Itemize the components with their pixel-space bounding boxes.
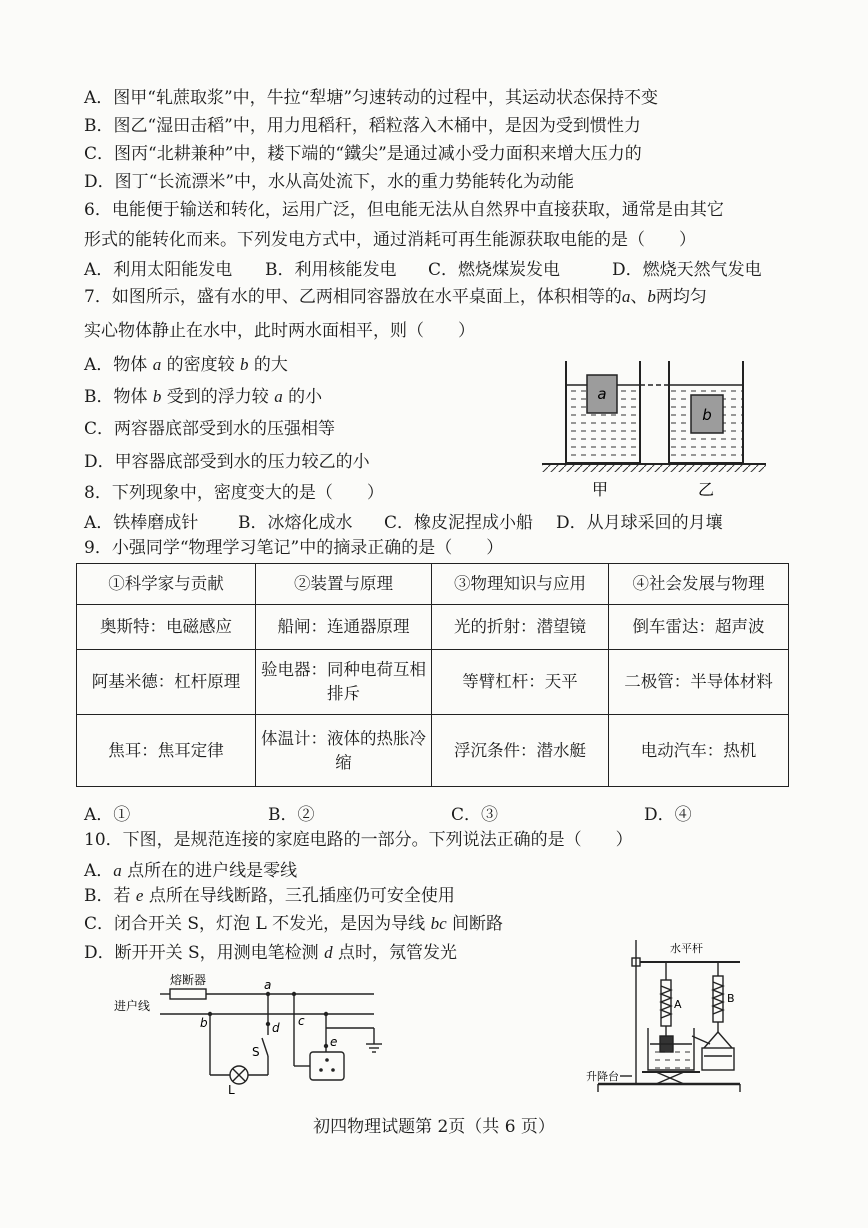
q8-stem: 8．下列现象中，密度变大的是（ ） <box>84 483 384 503</box>
spring-b-label: B <box>727 992 735 1005</box>
separator: 、 <box>630 287 648 307</box>
q9-option-a: A．① <box>84 805 131 825</box>
q5-option-c: C．图丙“北耕兼种”中，耧下端的“鐵尖”是通过减小受力面积来增大压力的 <box>84 144 642 164</box>
header-device: ②装置与原理 <box>256 564 432 605</box>
household-circuit-diagram <box>112 970 412 1095</box>
spring-a-label: A <box>674 998 682 1011</box>
table-cell: 焦耳：焦耳定律 <box>77 715 256 787</box>
q8-option-d: D．从月球采回的月壤 <box>556 513 723 533</box>
q6-option-b: B．利用核能发电 <box>265 260 397 280</box>
inlet-label: 进户线 <box>114 999 151 1013</box>
lift-label: 升降台 <box>586 1070 619 1083</box>
q8-option-c: C．橡皮泥捏成小船 <box>384 513 534 533</box>
bar-label: 水平杆 <box>670 942 703 955</box>
q7-stem-2: 实心物体静止在水中，此时两水面相平，则（ ） <box>84 321 475 341</box>
q9-option-c: C．③ <box>451 805 499 825</box>
header-scientist: ①科学家与贡献 <box>77 564 256 605</box>
overflow-cup <box>702 1048 734 1070</box>
table-cell: 验电器：同种电荷互相排斥 <box>256 650 432 715</box>
q9-notes-table <box>76 563 789 787</box>
q5-option-d: D．图丁“长流漂米”中，水从高处流下，水的重力势能转化为动能 <box>84 172 575 192</box>
q6-option-c: C．燃烧煤炭发电 <box>428 260 561 280</box>
q5-option-a: A．图甲“轧蔗取浆”中，牛拉“犁塘”匀速转动的过程中，其运动状态保持不变 <box>84 88 659 108</box>
table-cell: 奥斯特：电磁感应 <box>77 605 256 650</box>
q10-option-c: C．闭合开关 S，灯泡 L 不发光，是因为导线 bc 间断路 <box>84 914 504 934</box>
table-cell: 浮沉条件：潜水艇 <box>432 715 609 787</box>
table-cell: 电动汽车：热机 <box>609 715 789 787</box>
table-cell: 倒车雷达：超声波 <box>609 605 789 650</box>
label-yi: 乙 <box>697 480 715 499</box>
q9-option-b: B．② <box>268 805 315 825</box>
q10-stem: 10．下图，是规范连接的家庭电路的一部分。下列说法正确的是（ ） <box>84 830 633 850</box>
q6-option-a: A．利用太阳能发电 <box>84 260 233 280</box>
fuse-label: 熔断器 <box>170 973 207 987</box>
q9-stem: 9．小强同学“物理学习笔记”中的摘录正确的是（ ） <box>84 538 504 558</box>
label-jia: 甲 <box>591 480 609 499</box>
table-cell: 阿基米德：杠杆原理 <box>77 650 256 715</box>
block-a-label: a <box>597 385 607 403</box>
table-row <box>77 605 789 650</box>
point-a-label: a <box>264 978 272 992</box>
q6-stem-2: 形式的能转化而来。下列发电方式中，通过消耗可再生能源获取电能的是（ ） <box>84 230 696 250</box>
lamp-label: L <box>228 1083 235 1095</box>
var-a: a <box>621 287 631 306</box>
point-c-label: c <box>298 1014 305 1028</box>
three-hole-socket <box>310 1052 344 1080</box>
table-row <box>77 715 789 787</box>
q7-option-d: D．甲容器底部受到水的压力较乙的小 <box>84 452 370 472</box>
q7-stem-1 <box>84 286 707 308</box>
table-cell: 船闸：连通器原理 <box>256 605 432 650</box>
q10-option-d: D．断开开关 S，用测电笔检测 d 点时，氖管发光 <box>84 943 457 963</box>
q8-option-b: B．冰熔化成水 <box>238 513 353 533</box>
table-cell: 等臂杠杆：天平 <box>432 650 609 715</box>
header-knowledge: ③物理知识与应用 <box>432 564 609 605</box>
table-header-row <box>77 564 789 605</box>
table-cell: 体温计：液体的热胀冷缩 <box>256 715 432 787</box>
table-row <box>77 650 789 715</box>
point-b-label: b <box>200 1016 208 1030</box>
q10-option-a: A．a 点所在的进户线是零线 <box>84 861 298 881</box>
switch-S <box>262 1038 268 1056</box>
table-cell: 光的折射：潜望镜 <box>432 605 609 650</box>
q7-containers-figure <box>540 355 770 505</box>
table-cell: 二极管：半导体材料 <box>609 650 789 715</box>
q9-option-d: D．④ <box>644 805 692 825</box>
q7-stem-tail: 两均匀 <box>655 287 707 307</box>
point-d-label: d <box>272 1021 280 1035</box>
q6-stem-1: 6．电能便于输送和转化，运用广泛，但电能无法从自然界中直接获取，通常是由其它 <box>84 200 724 220</box>
header-society: ④社会发展与物理 <box>609 564 789 605</box>
switch-label: S <box>252 1045 260 1059</box>
point-e-label: e <box>330 1035 338 1049</box>
q10-option-b: B．若 e 点所在导线断路，三孔插座仍可安全使用 <box>84 886 455 906</box>
q7-option-c: C．两容器底部受到水的压强相等 <box>84 419 336 439</box>
q6-option-d: D．燃烧天然气发电 <box>612 260 762 280</box>
spring-scale-apparatus <box>584 936 754 1094</box>
q7-option-b: B．物体 b 受到的浮力较 a 的小 <box>84 387 323 407</box>
q7-option-a: A．物体 a 的密度较 b 的大 <box>84 355 288 375</box>
q8-option-a: A．铁棒磨成针 <box>84 513 199 533</box>
page-footer: 初四物理试题第 2页（共 6 页） <box>313 1117 555 1137</box>
q5-option-b: B．图乙“湿田击稻”中，用力甩稻秆，稻粒落入木桶中，是因为受到惯性力 <box>84 116 641 136</box>
block-b-label: b <box>702 406 712 424</box>
var-b: b <box>647 287 656 306</box>
q7-stem-text: 7．如图所示，盛有水的甲、乙两相同容器放在水平桌面上，体积相等的 <box>84 287 622 307</box>
fuse <box>170 989 206 999</box>
